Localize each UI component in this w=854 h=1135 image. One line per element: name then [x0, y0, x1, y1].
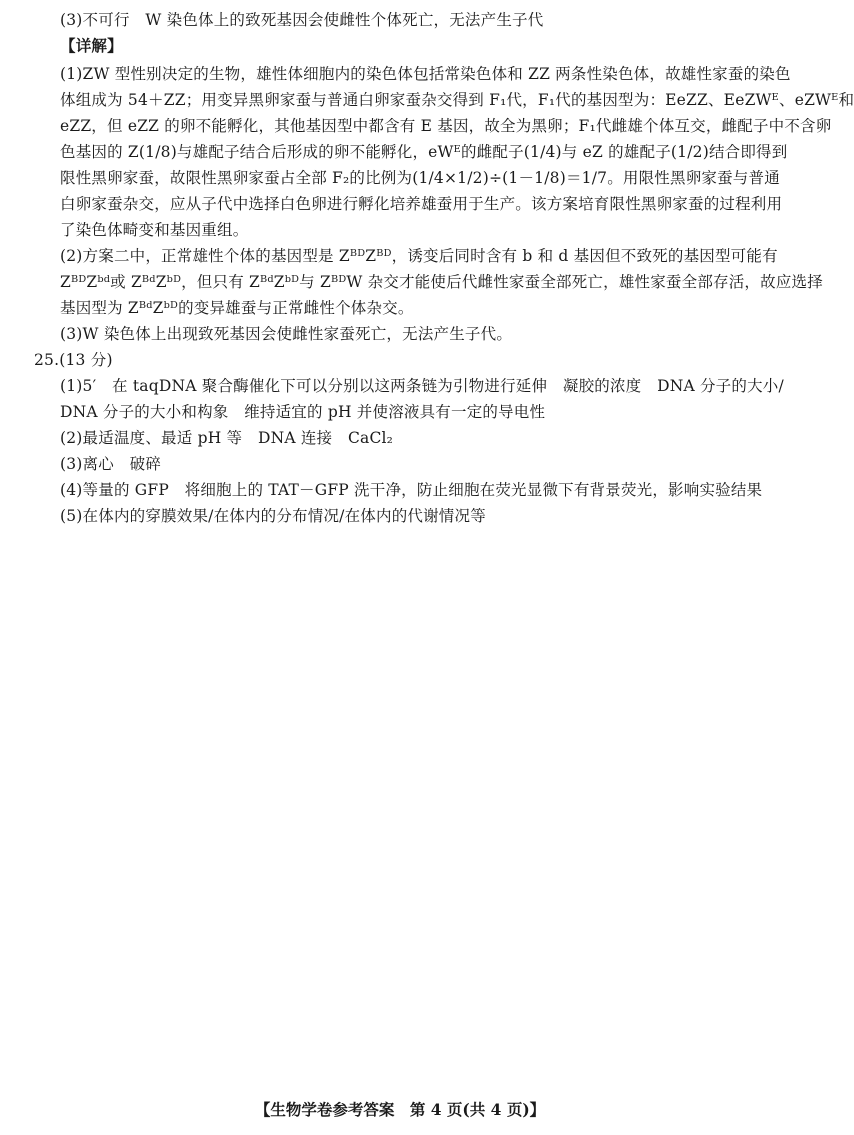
answer-line: (2)方案二中，正常雄性个体的基因型是 ZᴮᴰZᴮᴰ，诱变后同时含有 b 和 d 基因但不致死的基因型可能有 — [60, 247, 778, 265]
answer-line: ZᴮᴰZᵇᵈ或 ZᴮᵈZᵇᴰ，但只有 ZᴮᵈZᵇᴰ与 ZᴮᴰW 杂交才能使后代雌性家蚕全部死亡，雄性家蚕全部存活，故应选择 — [60, 273, 823, 291]
question-number: 25.(13 分) — [34, 351, 113, 369]
section-heading: 【详解】 — [60, 36, 123, 55]
answer-line: 白卵家蚕杂交，应从子代中选择白色卵进行孵化培养雄蚕用于生产。该方案培育限性黑卵家蚕的过程利用 — [60, 195, 783, 213]
answer-line: 限性黑卵家蚕，故限性黑卵家蚕占全部 F₂的比例为(1/4×1/2)÷(1－1/8)＝1/7。用限性黑卵家蚕与普通 — [60, 169, 780, 187]
answer-line: (3)W 染色体上出现致死基因会使雌性家蚕死亡，无法产生子代。 — [60, 325, 513, 343]
answer-line: (4)等量的 GFP 将细胞上的 TAT－GFP 洗干净，防止细胞在荧光显微下有背景荧光，影响实验结果 — [60, 481, 763, 499]
page-footer: 【生物学卷参考答案 第 4 页(共 4 页)】 — [254, 1100, 546, 1119]
answer-line: 体组成为 54＋ZZ；用变异黑卵家蚕与普通白卵家蚕杂交得到 F₁代，F₁代的基因型为：EeZZ、EeZWᴱ、eZWᴱ和 — [60, 91, 854, 109]
answer-line: 色基因的 Z(1/8)与雄配子结合后形成的卵不能孵化，eWᴱ的雌配子(1/4)与 eZ 的雄配子(1/2)结合即得到 — [60, 143, 788, 161]
answer-line: 基因型为 ZᴮᵈZᵇᴰ的变异雄蚕与正常雌性个体杂交。 — [60, 299, 414, 317]
answer-line: (1)ZW 型性别决定的生物，雄性体细胞内的染色体包括常染色体和 ZZ 两条性染色体，故雄性家蚕的染色 — [60, 65, 791, 83]
answer-line: (5)在体内的穿膜效果/在体内的分布情况/在体内的代谢情况等 — [60, 507, 486, 525]
answer-line: eZZ，但 eZZ 的卵不能孵化，其他基因型中都含有 E 基因，故全为黑卵；F₁代雌雄个体互交，雌配子中不含卵 — [60, 117, 832, 135]
answer-line: (3)离心 破碎 — [60, 455, 162, 473]
answer-line: 了染色体畸变和基因重组。 — [60, 221, 249, 239]
answer-line: (2)最适温度、最适 pH 等 DNA 连接 CaCl₂ — [60, 429, 394, 447]
answer-line: (3)不可行 W 染色体上的致死基因会使雌性个体死亡，无法产生子代 — [60, 11, 544, 29]
answer-line: (1)5′ 在 taqDNA 聚合酶催化下可以分别以这两条链为引物进行延伸 凝胶的浓度 DNA 分子的大小/ — [60, 377, 784, 395]
answer-line: DNA 分子的大小和构象 维持适宜的 pH 并使溶液具有一定的导电性 — [60, 403, 546, 421]
